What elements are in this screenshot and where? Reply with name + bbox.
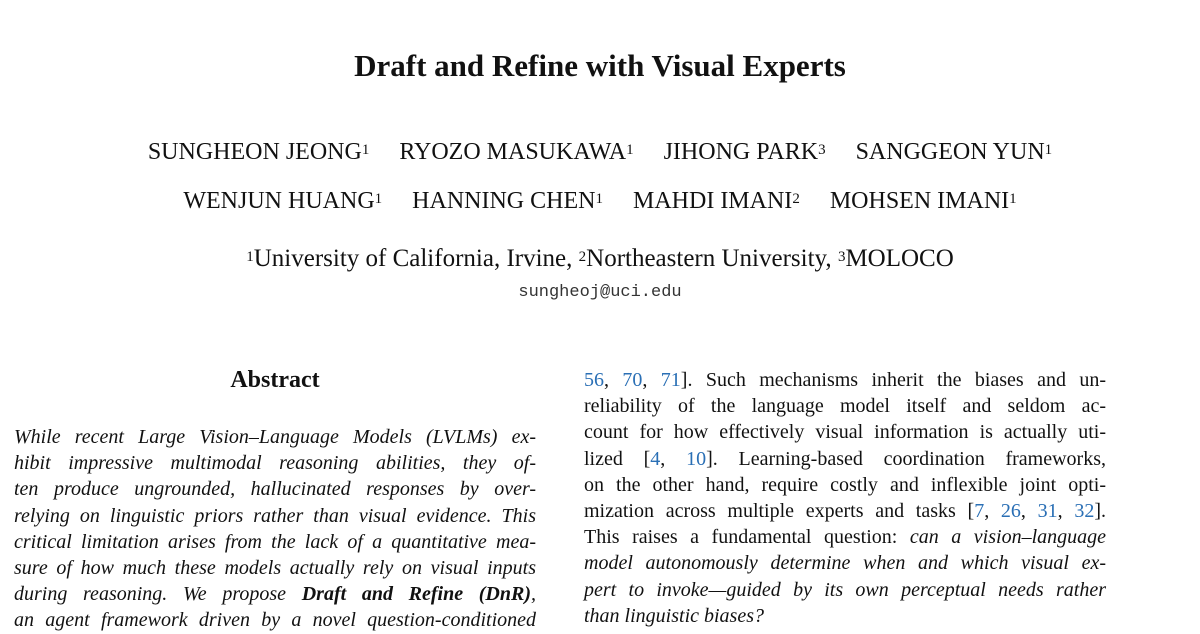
author [633,186,800,216]
intro-body [584,367,1106,629]
affiliation-marker: 1 [361,142,370,158]
body-line: mization across multiple experts and tasks [7, 26, 31, 32]. [584,500,1107,523]
author-name: HANNING CHEN [412,188,596,214]
affiliation-marker: 1 [1044,142,1053,158]
citation-link[interactable]: 71 [660,369,681,391]
research-question: can a vision–language [909,526,1106,549]
citation-link[interactable]: 31 [1037,500,1058,523]
method-name: Draft and Refine (DnR) [301,583,532,606]
author [412,186,603,216]
abstract-text: , [531,583,537,606]
body-text: mization across multiple experts and tasks [ [584,500,975,523]
authors-row-2 [0,186,1200,216]
affiliation-marker: 1 [246,249,254,265]
citation-link[interactable]: 10 [686,447,707,470]
body-text: ]. [1094,500,1107,523]
abstract-line: hibit impressive multimodal reasoning abilities, they of- [14,452,536,475]
body-text: ]. Such mechanisms inherit the biases and un- [680,369,1107,391]
citation-link[interactable]: 26 [1000,500,1021,523]
abstract-line: ten produce ungrounded, hallucinated responses by over- [14,478,536,501]
author [664,137,826,167]
body-text: This raises a fundamental question: [584,526,910,549]
abstract-line: relying on linguistic priors rather than visual evidence. This [14,504,536,527]
affiliations [0,243,1200,275]
author [830,186,1017,216]
citation-link[interactable]: 4 [650,447,661,470]
abstract-line: an agent framework driven by a novel question-conditioned [14,609,536,632]
affiliation-marker: 1 [626,142,634,158]
author-name: RYOZO MASUKAWA [399,139,627,165]
research-question-line: pert to invoke—guided by its own perceptual needs rather [584,578,1106,601]
abstract-text: during reasoning. We propose [14,583,302,606]
affiliation-marker: 2 [792,191,800,207]
citation-link[interactable]: 70 [622,369,643,391]
authors-row-1 [0,137,1200,167]
affiliation-marker: 1 [1009,191,1017,207]
abstract-body [14,424,536,634]
affiliation-marker: 3 [837,249,846,265]
author [856,137,1053,167]
author-email[interactable]: sungheoj@uci.edu [518,283,682,302]
affiliation-moloco: MOLOCO [845,245,954,272]
author [148,137,370,167]
author-name: SANGGEON YUN [855,139,1045,165]
body-line: lized [4, 10]. Learning-based coordination frameworks, [584,447,1106,470]
research-question-line: than linguistic biases? [584,604,764,627]
author [183,186,382,216]
affiliation-marker: 1 [595,191,603,207]
affiliation-marker: 1 [374,191,383,207]
citation-link[interactable]: 7 [974,500,985,523]
author-name: SUNGHEON JEONG [147,139,362,165]
affiliation-northeastern: Northeastern University, [586,245,838,272]
abstract-line: While recent Large Vision–Language Models (LVLMs) ex- [14,426,536,448]
affiliation-uci: University of California, Irvine, [253,245,579,272]
body-text: ]. Learning-based coordination frameworks, [706,447,1106,470]
abstract-heading: Abstract [230,367,320,393]
body-line: count for how effectively visual information is actually uti- [584,421,1106,444]
body-line: 56, 70, 71]. Such mechanisms inherit the biases and un- [584,369,1107,391]
paper-title: Draft and Refine with Visual Experts [354,48,846,83]
abstract-line: sure of how much these models actually rely on visual inputs [14,557,536,580]
abstract-line: critical limitation arises from the lack of a quantitative mea- [14,530,536,553]
author-name: MAHDI IMANI [632,188,793,214]
body-line: on the other hand, require costly and inflexible joint opti- [584,473,1106,496]
abstract-line [14,581,536,607]
body-text: lized [ [584,447,651,470]
citation-link[interactable]: 32 [1074,500,1095,523]
body-line [584,524,1106,550]
author-name: WENJUN HUANG [183,188,375,214]
research-question-line: model autonomously determine when and which visual ex- [584,552,1106,575]
author-name: JIHONG PARK [663,139,819,165]
citation-link[interactable]: 56 [584,369,604,391]
affiliation-marker: 3 [818,142,826,158]
author-name: MOHSEN IMANI [829,188,1010,214]
affiliation-marker: 2 [578,249,587,265]
author [399,137,633,167]
body-line: reliability of the language model itself and seldom ac- [584,395,1106,418]
